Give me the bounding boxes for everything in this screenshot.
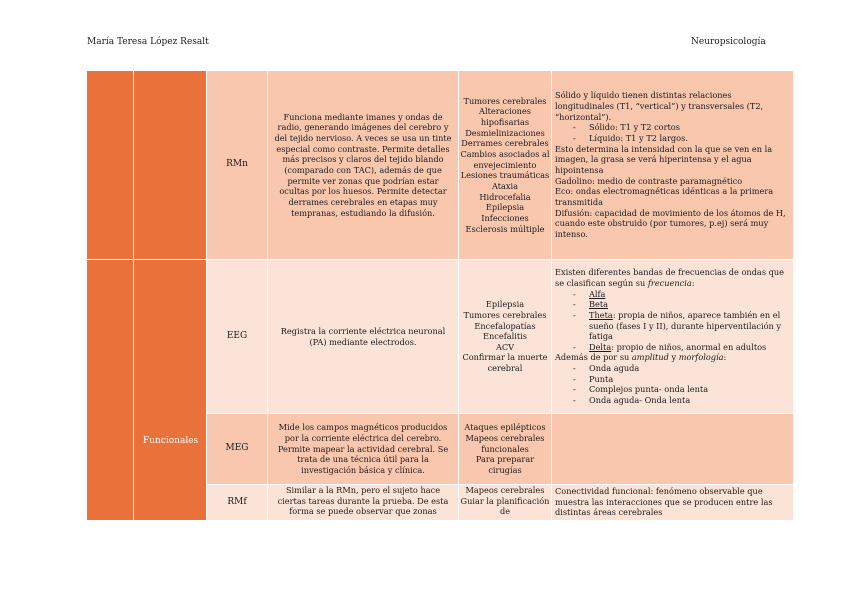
list-item: - Onda aguda- Onda lenta [589, 395, 790, 406]
use-item: Alteraciones hipofisarias [479, 106, 531, 128]
use-item: ACV [495, 341, 515, 352]
list-item: - Líquido: T1 y T2 largos. [589, 133, 790, 144]
list-item: - Delta: propio de niños, anormal en adultos [589, 342, 790, 353]
use-item: Tumores cerebrales [463, 95, 547, 106]
notes-text: Sólido y líquido tienen distintas relaciones longitudinales (T1, “vertical”) y transversales (T2, “horizontal”). [555, 90, 764, 122]
technique-name: RMf [207, 485, 268, 521]
subcategory-cell [134, 71, 207, 260]
table-row [87, 71, 794, 260]
use-item: Hidrocefalia [479, 191, 531, 202]
use-item: Para preparar cirugías [475, 454, 535, 475]
list-item: - Beta [589, 299, 790, 310]
notes-text: Además de por su amplitud y morfología: [555, 352, 727, 363]
technique-notes [552, 485, 794, 521]
notes-text: Conectividad funcional: fenómeno observable que muestra las interacciones que se producen entre las distintas áreas cerebrales [555, 486, 773, 518]
wave-shapes-list [555, 363, 790, 406]
use-item: Infecciones [481, 212, 529, 223]
use-item: Encefalitis [483, 331, 527, 342]
notes-text: Esto determina la intensidad con la que se ven en la imagen, la grasa se verá hiperintensa y el agua hipointensa [555, 143, 773, 175]
technique-notes [552, 71, 794, 260]
technique-description: Mide los campos magnéticos producidos por la corriente eléctrica del cerebro. Permite mapear la actividad cerebral. Se trata de una técnica útil para la investigación básica y clínica. [268, 414, 459, 485]
use-item: Epilepsia [485, 299, 525, 310]
use-item: Confirmar la muerte cerebral [462, 352, 548, 374]
use-item: Derrames cerebrales [461, 138, 549, 149]
use-item: Tumores cerebrales [463, 309, 547, 320]
list-item: - Complejos punta- onda lenta [589, 384, 790, 395]
use-item: Mapeos cerebrales [465, 485, 545, 495]
frequency-bands-list [555, 289, 790, 353]
technique-description: Similar a la RMn, pero el sujeto hace ciertas tareas durante la prueba. De esta forma se puede observar que zonas [268, 485, 459, 521]
category-cell [87, 71, 134, 260]
use-item: Ataxia [491, 180, 519, 191]
category-cell [87, 260, 134, 521]
technique-description: Funciona mediante imanes y ondas de radio, generando imágenes del cerebro y del tejido nervioso. A veces se usa un tinte especial como contraste. Permite detalles más precisos y claros del tejido blando (comparado con TAC), además de que permite ver zonas que podrían estar ocultas por los huesos. Permite detectar derrames cerebrales en etapas muy tempranas, estudiando la difusión. [268, 71, 459, 260]
technique-uses [459, 71, 552, 260]
technique-uses [459, 414, 552, 485]
section-label [134, 260, 207, 521]
technique-uses [459, 260, 552, 414]
notes-text: Existen diferentes bandas de frecuencias de ondas que se clasifican según su frecuencia: [555, 267, 784, 288]
header-subject: Neuropsicología [691, 37, 766, 47]
use-item: Mapeos cerebrales funcionales [465, 433, 545, 454]
list-item: - Alfa [589, 289, 790, 300]
technique-notes [552, 414, 794, 485]
list-item: - Onda aguda [589, 363, 790, 374]
technique-name: EEG [207, 260, 268, 414]
use-item: Guiar la planificación de [460, 495, 550, 517]
use-item: Encefalopatías [474, 320, 536, 331]
technique-uses [459, 485, 552, 521]
notes-text: Difusión: capacidad de movimiento de los átomos de H, cuando este obstruido (por tumores, p.ej) será muy intenso. [555, 207, 786, 239]
use-item: Epilepsia [485, 202, 525, 213]
technique-name: MEG [207, 414, 268, 485]
use-item: Cambios asociados al envejecimiento [460, 149, 550, 170]
list-item: - Punta [589, 374, 790, 385]
notes-text: Eco: ondas electromagnéticas idénticas a la primera transmitida [555, 186, 774, 207]
notes-list [555, 122, 790, 143]
use-item: Esclerosis múltiple [465, 223, 545, 234]
technique-name: RMn [207, 71, 268, 260]
technique-description: Registra la corriente eléctrica neuronal (PA) mediante electrodos. [268, 260, 459, 414]
notes-text: Gadolino: medio de contraste paramagnético [555, 175, 743, 186]
imaging-techniques-table [86, 70, 794, 521]
use-item: Ataques epilépticos [464, 422, 546, 433]
table-row [87, 260, 794, 414]
section-label-text: Funcionales [143, 436, 199, 447]
use-item: Desmielinizaciones [465, 127, 545, 138]
use-item: Lesiones traumáticas [460, 170, 550, 181]
header-author: María Teresa López Resalt [87, 37, 209, 47]
list-item: - Theta: propia de niños, aparece también en el sueño (fases I y II), durante hiperventilación y fatiga [589, 310, 790, 342]
list-item: - Sólido: T1 y T2 cortos [589, 122, 790, 133]
technique-notes [552, 260, 794, 414]
